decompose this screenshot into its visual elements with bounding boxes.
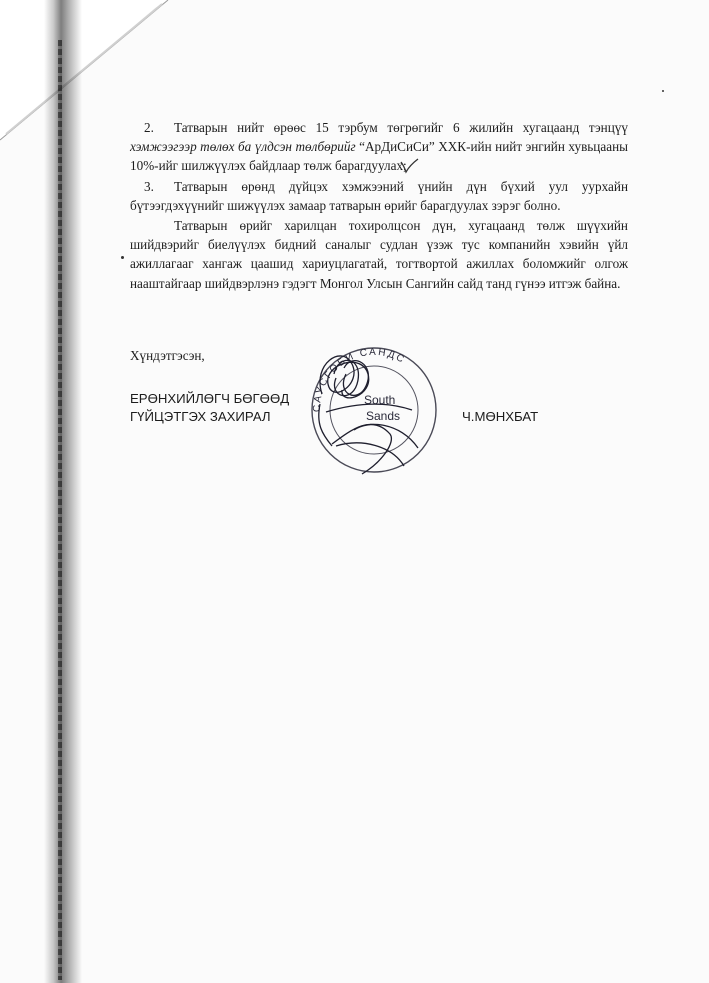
item-2-text-2: “АрДиСиСи” ХХК-ийн нийт энгийн хувьцааны xyxy=(355,139,628,155)
signatory-title-line-1: ЕРӨНХИЙЛӨГЧ БӨГӨӨД xyxy=(130,391,290,406)
closing-text-3: ажиллагааг хангаж цаашид хариуцлагатай, тогтвортой ажиллах боломжийг олгож xyxy=(130,256,628,272)
signatory-title-line-2: ГҮЙЦЭТГЭХ ЗАХИРАЛ xyxy=(130,409,271,424)
signatory-name: Ч.МӨНХБАТ xyxy=(462,409,539,424)
item-3-line-2 xyxy=(130,196,628,215)
binding-shadow xyxy=(44,0,82,983)
item-2-number: 2. xyxy=(144,120,154,135)
closing-text-1: Татварын өрийг харилцан тохиролцсон дүн, хугацаанд төлж шүүхийн xyxy=(174,218,628,233)
item-3-text-2: бүтээгдэхүүнийг шижүүлэх замаар татварын өрийг барагдуулах зэрэг болно. xyxy=(130,198,561,214)
paragraph-item-3 xyxy=(130,177,628,215)
seal-text-south: South xyxy=(364,393,396,407)
closing-line-2 xyxy=(130,235,628,254)
greeting: Хүндэтгэсэн, xyxy=(130,348,205,363)
item-2-text-1: Татварын нийт өрөөс 15 тэрбум төгрөгийг 6 жилийн хугацаанд тэнцүү xyxy=(174,120,628,135)
seal-ring-text: САУСГОБИ САНДС xyxy=(311,346,408,413)
closing-text-4: нааштайгаар шийдвэрлэнэ гэдэгт Монгол Улсын Сангийн сайд танд гүнээ итгэж байна. xyxy=(130,275,621,291)
item-3-number: 3. xyxy=(144,179,154,194)
stray-mark xyxy=(121,256,124,259)
closing-line-1 xyxy=(130,216,628,235)
item-3-line-1 xyxy=(130,177,628,196)
item-2-line-3 xyxy=(130,156,628,175)
company-seal-stamp xyxy=(292,334,452,484)
stray-mark xyxy=(662,90,664,92)
item-2-text-3: 10%-ийг шилжүүлэх байдлаар төлж барагдуулах; xyxy=(130,158,407,174)
checkmark-icon xyxy=(398,156,420,178)
item-2-line-2 xyxy=(130,137,628,156)
binding-stripe xyxy=(58,40,62,980)
item-3-text-1: Татварын өрөнд дүйцэх хэмжээний үнийн дүн бүхий уул уурхайн xyxy=(174,179,628,194)
closing-line-4 xyxy=(130,274,628,293)
closing-text-2: шийдвэрийг биелүүлэх бидний саналыг судлан үзэж тус компанийн хэвийн үйл xyxy=(130,237,628,253)
seal-text-sands: Sands xyxy=(366,409,401,423)
item-2-line-1 xyxy=(130,118,628,137)
item-2-italic-text: хэмжээгээр төлөх ба үлдсэн төлбөрийг xyxy=(130,139,356,155)
closing-line-3 xyxy=(130,254,628,273)
paragraph-closing xyxy=(130,216,628,293)
paragraph-item-2 xyxy=(130,118,628,176)
